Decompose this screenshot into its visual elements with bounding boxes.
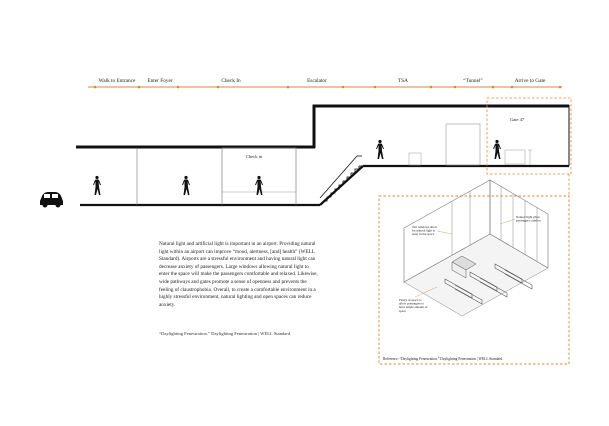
- timeline-label-arrive-to-gate: Arrive to Gate: [514, 78, 546, 84]
- upper-roof: [314, 106, 569, 148]
- timeline: [88, 77, 562, 88]
- walking-person-icon: [183, 176, 190, 195]
- timeline-label-enter-foyer: Enter Foyer: [147, 78, 173, 84]
- gate-detail-panel: [379, 180, 569, 364]
- timeline-label-tsa: TSA: [397, 78, 409, 84]
- body-paragraph: Natural light and artificial light is important in an airport. Providing natural light within an airport can improve “mood, alertness, [and] health” (WELL Standard). Airports are a stressful environment and having natural light can decrease anxiety of passengers. Large windows allowing natural light to enter the space will make the passengers comfortable and relaxed. Likewise, wide pathways and gates promote a sense of openness and prevents the feeling of claustrophobia. Overall, to create a comfortable environment in a highly stressful environment, natural lighting and open spaces can reduce anxiety.: [159, 241, 318, 308]
- detail-leader: [437, 231, 452, 234]
- walking-person-icon: [494, 140, 501, 159]
- detail-note-right: Natural light gives passengers comfort: [516, 215, 541, 223]
- detail-reference: Reference: “Daylighting Fenestration.” Daylighting Fenestration | WELL Standard.: [383, 357, 503, 361]
- walking-person-icon: [377, 140, 384, 159]
- check-in-label: Check in: [245, 154, 263, 159]
- gate-label: Gate 47: [509, 117, 525, 122]
- stairs: [320, 156, 363, 201]
- detail-note-bottom: Plenty of space to allow passengers to have ample amount of space: [399, 298, 428, 313]
- citation: “Daylighting Fenestration.” Daylighting Fenestration | WELL Standard.: [159, 331, 292, 336]
- stair-slab: [320, 166, 363, 205]
- tsa-bin: [409, 153, 421, 165]
- walking-person-icon: [94, 176, 101, 195]
- timeline-label-tunnel: “Tunnel”: [463, 78, 483, 84]
- timeline-label-check-in: Check In: [221, 78, 241, 84]
- car-icon: [40, 192, 63, 208]
- tsa-scanner: [446, 124, 480, 165]
- gate-desk: [505, 150, 525, 164]
- detail-note-left: Tall windows allow for natural light to enter in the space: [412, 225, 438, 237]
- timeline-label-walk-to-entrance: Walk to Entrance: [98, 78, 136, 84]
- gate-callout-frame: [487, 98, 571, 174]
- timeline-label-escalator: Escalator: [307, 78, 327, 84]
